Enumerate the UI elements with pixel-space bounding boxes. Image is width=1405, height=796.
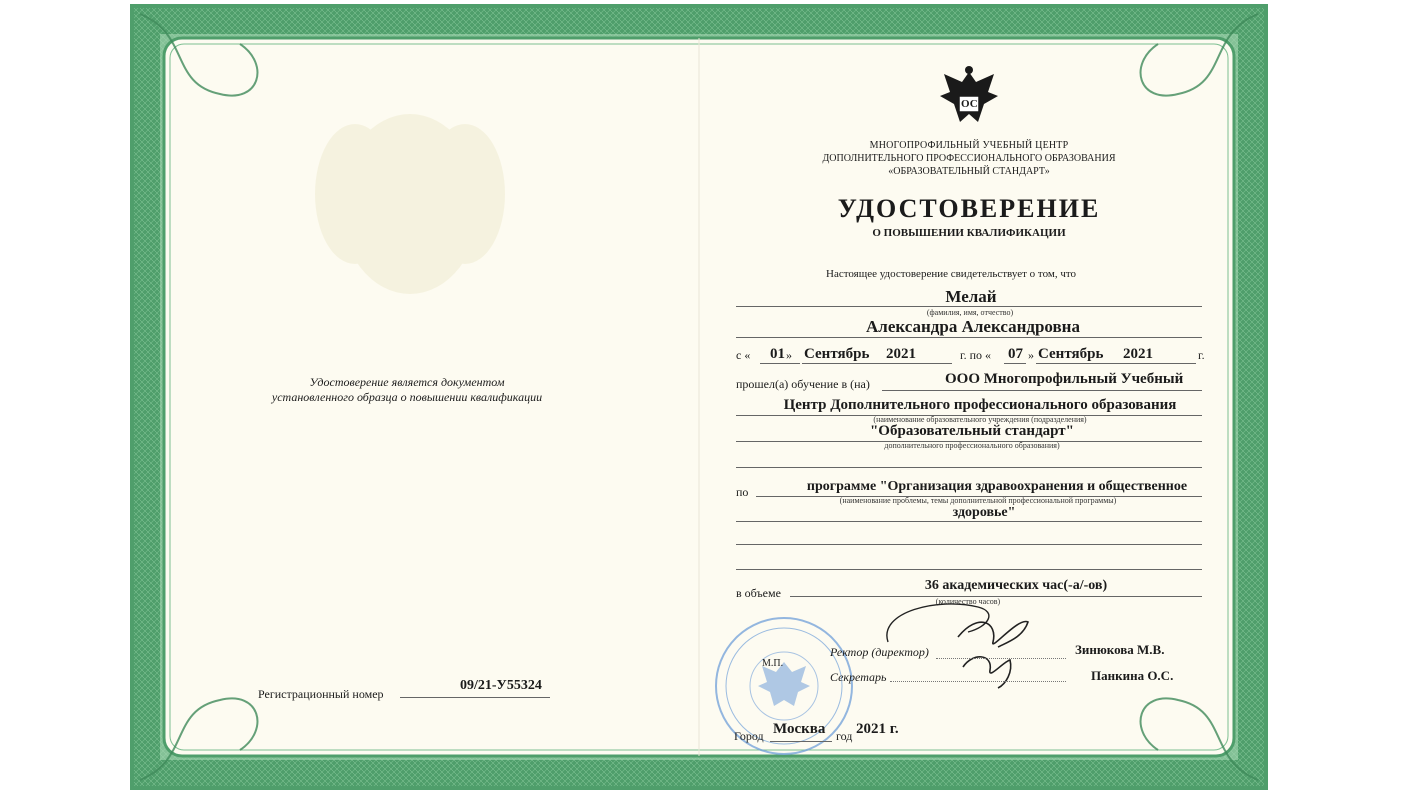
program-line2: здоровье": [952, 505, 1016, 520]
city-label: Город: [734, 729, 764, 743]
program-line1: программе "Организация здравоохранения и общественное: [806, 479, 1188, 494]
rule: [802, 363, 952, 364]
rule: [882, 390, 1202, 391]
date-close1: »: [786, 348, 792, 362]
document-subtitle: О ПОВЫШЕНИИ КВАЛИФИКАЦИИ: [872, 227, 1066, 239]
year-label: год: [836, 729, 853, 743]
left-note-line1: Удостоверение является документом: [309, 375, 505, 389]
registration-number: 09/21-У55324: [460, 678, 542, 693]
rule: [1004, 363, 1026, 364]
program-label: по: [736, 485, 749, 499]
volume-label: в объеме: [736, 586, 781, 600]
stamp-place-label: М.П.: [762, 658, 784, 669]
date-to-month: Сентябрь: [1038, 346, 1104, 362]
institution-label: прошел(а) обучение в (на): [736, 377, 870, 391]
year-value: 2021 г.: [856, 721, 899, 737]
rule: [736, 544, 1202, 545]
date-prefix: с «: [736, 348, 751, 362]
rule: [736, 521, 1202, 522]
rule: [736, 337, 1202, 338]
date-from-day: 01: [770, 346, 785, 362]
left-note-line2: установленного образца о повышении квалификации: [271, 390, 543, 404]
org-name-line1: МНОГОПРОФИЛЬНЫЙ УЧЕБНЫЙ ЦЕНТР: [869, 140, 1069, 151]
secretary-name: Панкина О.С.: [1091, 668, 1174, 683]
date-suffix: г.: [1198, 348, 1205, 362]
org-name-line3: «ОБРАЗОВАТЕЛЬНЫЙ СТАНДАРТ»: [888, 166, 1050, 177]
date-mid: г. по «: [960, 348, 991, 362]
institution-line1: ООО Многопрофильный Учебный: [945, 371, 1184, 387]
institution-line3: "Образовательный стандарт": [869, 423, 1075, 439]
signature-scribbles: [878, 592, 1058, 692]
logo-text: ОС: [961, 98, 978, 110]
person-caption: (фамилия, имя, отчество): [926, 308, 1014, 317]
institution-caption2: дополнительного профессионального образования): [884, 441, 1060, 450]
date-close2: »: [1028, 348, 1034, 362]
rule: [400, 697, 550, 698]
rule: [890, 681, 1066, 682]
secretary-label: Секретарь: [830, 670, 887, 684]
volume-caption: (количество часов): [935, 597, 1001, 606]
institution-line2: Центр Дополнительного профессионального образования: [783, 397, 1177, 413]
rule: [736, 467, 1202, 468]
rule: [1036, 363, 1196, 364]
rule: [736, 306, 1202, 307]
city-value: Москва: [773, 721, 826, 737]
rector-name: Зинюкова М.В.: [1075, 642, 1165, 657]
person-given-name: Александра Александровна: [866, 317, 1080, 336]
rule: [770, 741, 832, 742]
rule: [736, 569, 1202, 570]
document-title: УДОСТОВЕРЕНИЕ: [837, 194, 1101, 223]
volume-value: 36 академических час(-а/-ов): [924, 578, 1108, 593]
rector-label: Ректор (директор): [830, 645, 929, 659]
person-surname: Мелай: [945, 287, 997, 306]
certificate: [130, 4, 1268, 790]
institution-caption1: (наименование образовательного учреждения (подразделения): [873, 415, 1087, 424]
date-from-month: Сентябрь: [804, 346, 870, 362]
rule: [936, 658, 1066, 659]
date-to-year: 2021: [1123, 346, 1153, 362]
date-from-year: 2021: [886, 346, 916, 362]
org-name-line2: ДОПОЛНИТЕЛЬНОГО ПРОФЕССИОНАЛЬНОГО ОБРАЗОВАНИЯ: [822, 153, 1116, 164]
org-logo: [934, 62, 1004, 134]
date-to-day: 07: [1008, 346, 1023, 362]
intro-text: Настоящее удостоверение свидетельствует о том, что: [826, 268, 1077, 280]
rule: [760, 363, 800, 364]
program-caption: (наименование проблемы, темы дополнительной профессиональной программы): [839, 496, 1117, 505]
registration-label: Регистрационный номер: [258, 687, 384, 701]
